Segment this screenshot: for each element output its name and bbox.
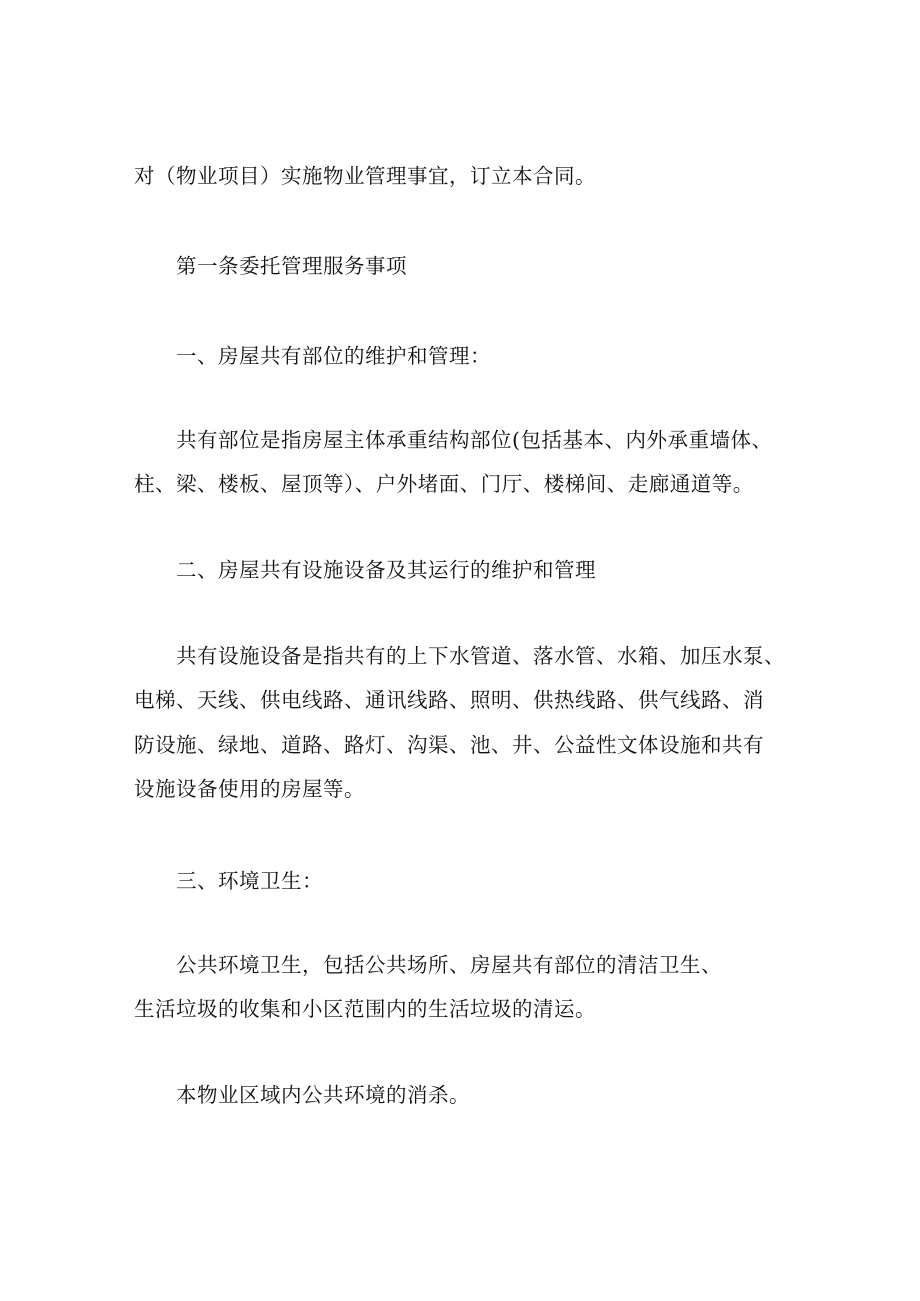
intro-line: 对（物业项目）实施物业管理事宜，订立本合同。 — [134, 164, 596, 188]
paragraph-3-line-2: 生活垃圾的收集和小区范围内的生活垃圾的清运。 — [134, 997, 596, 1021]
paragraph-2-line-4: 设施设备使用的房屋等。 — [134, 777, 365, 801]
paragraph-4: 本物业区域内公共环境的消杀。 — [176, 1083, 470, 1107]
paragraph-2-line-2: 电梯、天线、供电线路、通讯线路、照明、供热线路、供气线路、消 — [134, 688, 764, 712]
section-heading-2: 二、房屋共有设施设备及其运行的维护和管理 — [176, 558, 596, 582]
paragraph-2-line-3: 防设施、绿地、道路、路灯、沟渠、池、井、公益性文体设施和共有 — [134, 733, 764, 757]
section-heading-3: 三、环境卫生： — [176, 869, 323, 893]
paragraph-1-line-1: 共有部位是指房屋主体承重结构部位(包括基本、内外承重墙体、 — [176, 428, 773, 452]
paragraph-1-line-2: 柱、梁、楼板、屋顶等）、户外堵面、门厅、楼梯间、走廊通道等。 — [134, 472, 754, 496]
article-heading: 第一条委托管理服务事项 — [176, 254, 407, 278]
paragraph-2-line-1: 共有设施设备是指共有的上下水管道、落水管、水箱、加压水泵、 — [176, 644, 785, 668]
paragraph-3-line-1: 公共环境卫生，包括公共场所、房屋共有部位的清洁卫生、 — [176, 953, 722, 977]
section-heading-1: 一、房屋共有部位的维护和管理： — [176, 344, 491, 368]
